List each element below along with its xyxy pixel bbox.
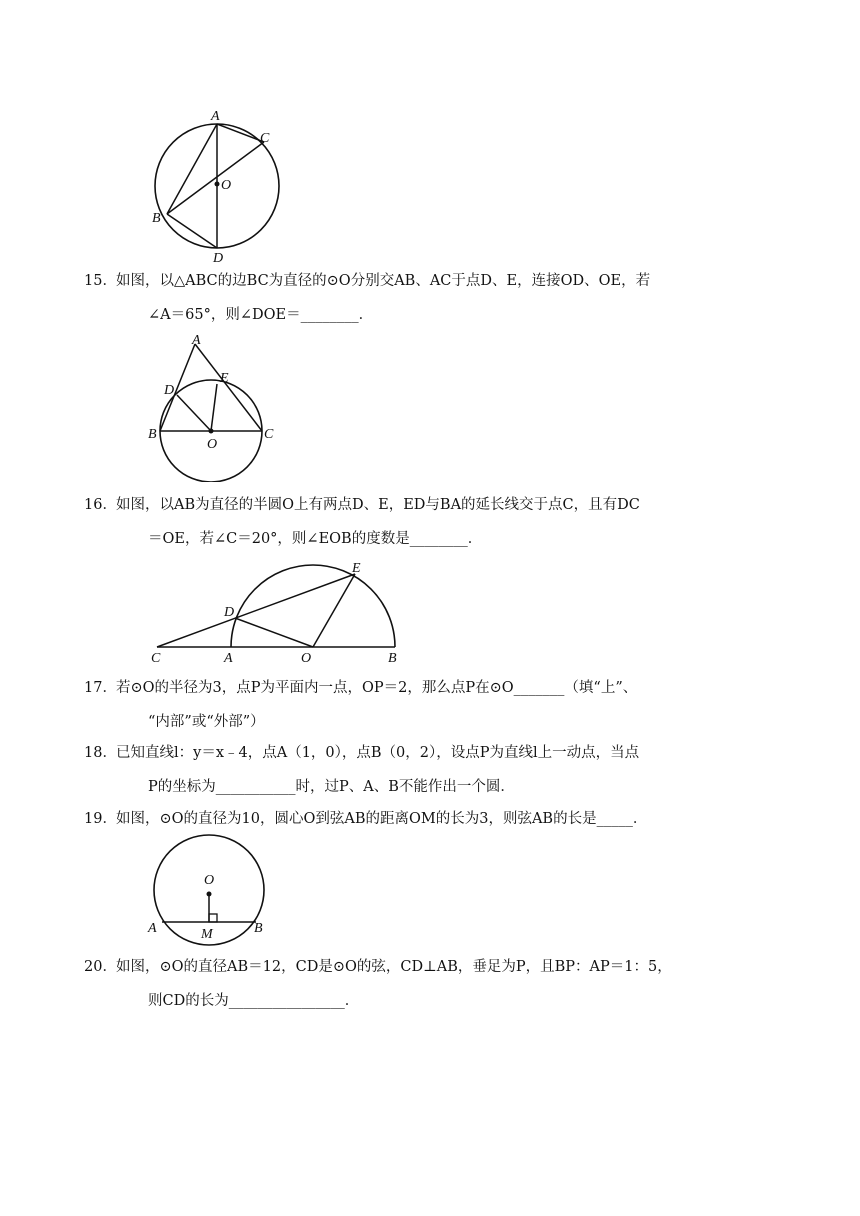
label-d: D [164,383,175,398]
label-e: E [220,371,229,386]
chord-ab [167,124,217,214]
label-o: O [207,437,218,452]
question-number: 16． [84,497,117,513]
label-a: A [192,333,201,348]
question-number: 18． [84,745,117,761]
question-15 [84,264,736,332]
segment-oe [313,574,355,647]
label-b: B [148,427,157,442]
segment-od [177,395,211,431]
center-dot [209,429,214,434]
question-text-line2: ＝OE，若∠C＝20°，则∠EOB的度数是________． [148,531,483,547]
question-19 [84,802,736,836]
label-o: O [301,651,312,666]
question-number: 20． [84,959,117,975]
label-m: M [201,927,213,942]
label-b: B [254,921,263,936]
question-text-line2: P的坐标为___________时，过P、A、B不能作出一个圆． [148,779,515,795]
label-e: E [352,561,361,576]
question-18 [84,736,736,804]
label-b: B [152,211,161,226]
chord-bc [167,142,264,214]
line-ce [157,574,355,647]
question-text-line1: 如图，以AB为直径的半圆O上有两点D、E，ED与BA的延长线交于点C，且有DC [116,497,640,513]
question-text-line2: ∠A＝65°，则∠DOE＝________． [148,307,374,323]
question-text-line1: 已知直线l：y＝x﹣4，点A（1，0），点B（0，2），设点P为直线l上一动点，当点 [116,745,640,761]
label-a: A [224,651,233,666]
center-dot [207,892,212,897]
chord-ac [217,124,264,142]
center-dot [215,182,220,187]
label-o: O [204,873,215,888]
label-c: C [260,131,270,146]
question-number: 19． [84,811,117,827]
question-text-line1: 如图，以△ABC的边BC为直径的⊙O分别交AB、AC于点D、E，连接OD、OE，若 [116,273,651,289]
label-o: O [221,178,232,193]
label-c: C [264,427,274,442]
question-text-line1: 若⊙O的半径为3，点P为平面内一点，OP＝2，那么点P在⊙O_______（填“上”、 [116,680,638,696]
semicircle-o [231,565,395,647]
question-text-line2: 则CD的长为________________． [148,993,360,1009]
question-20 [84,950,736,1018]
label-b: B [388,651,397,666]
figure-q14 [140,104,290,264]
segment-oe [211,384,217,431]
figure-q15 [140,332,280,482]
figure-q16 [145,556,415,668]
label-d: D [224,605,235,620]
figure-q19 [142,834,277,946]
label-a: A [211,109,220,124]
label-a: A [148,921,157,936]
label-c: C [151,651,161,666]
segment-od [235,618,313,647]
question-number: 17． [84,680,117,696]
question-16 [84,488,736,556]
question-text-line1: 如图，⊙O的直径AB＝12，CD是⊙O的弦，CD⊥AB，垂足为P，且BP：AP＝1：5， [116,959,672,975]
question-text-line1: 如图，⊙O的直径为10，圆心O到弦AB的距离OM的长为3，则弦AB的长是_____． [116,811,648,827]
question-number: 15． [84,273,117,289]
question-text-line2: “内部”或“外部”） [148,714,265,730]
question-17 [84,671,736,739]
side-ac [195,344,262,431]
right-angle-mark [209,914,217,922]
label-d: D [213,251,224,264]
